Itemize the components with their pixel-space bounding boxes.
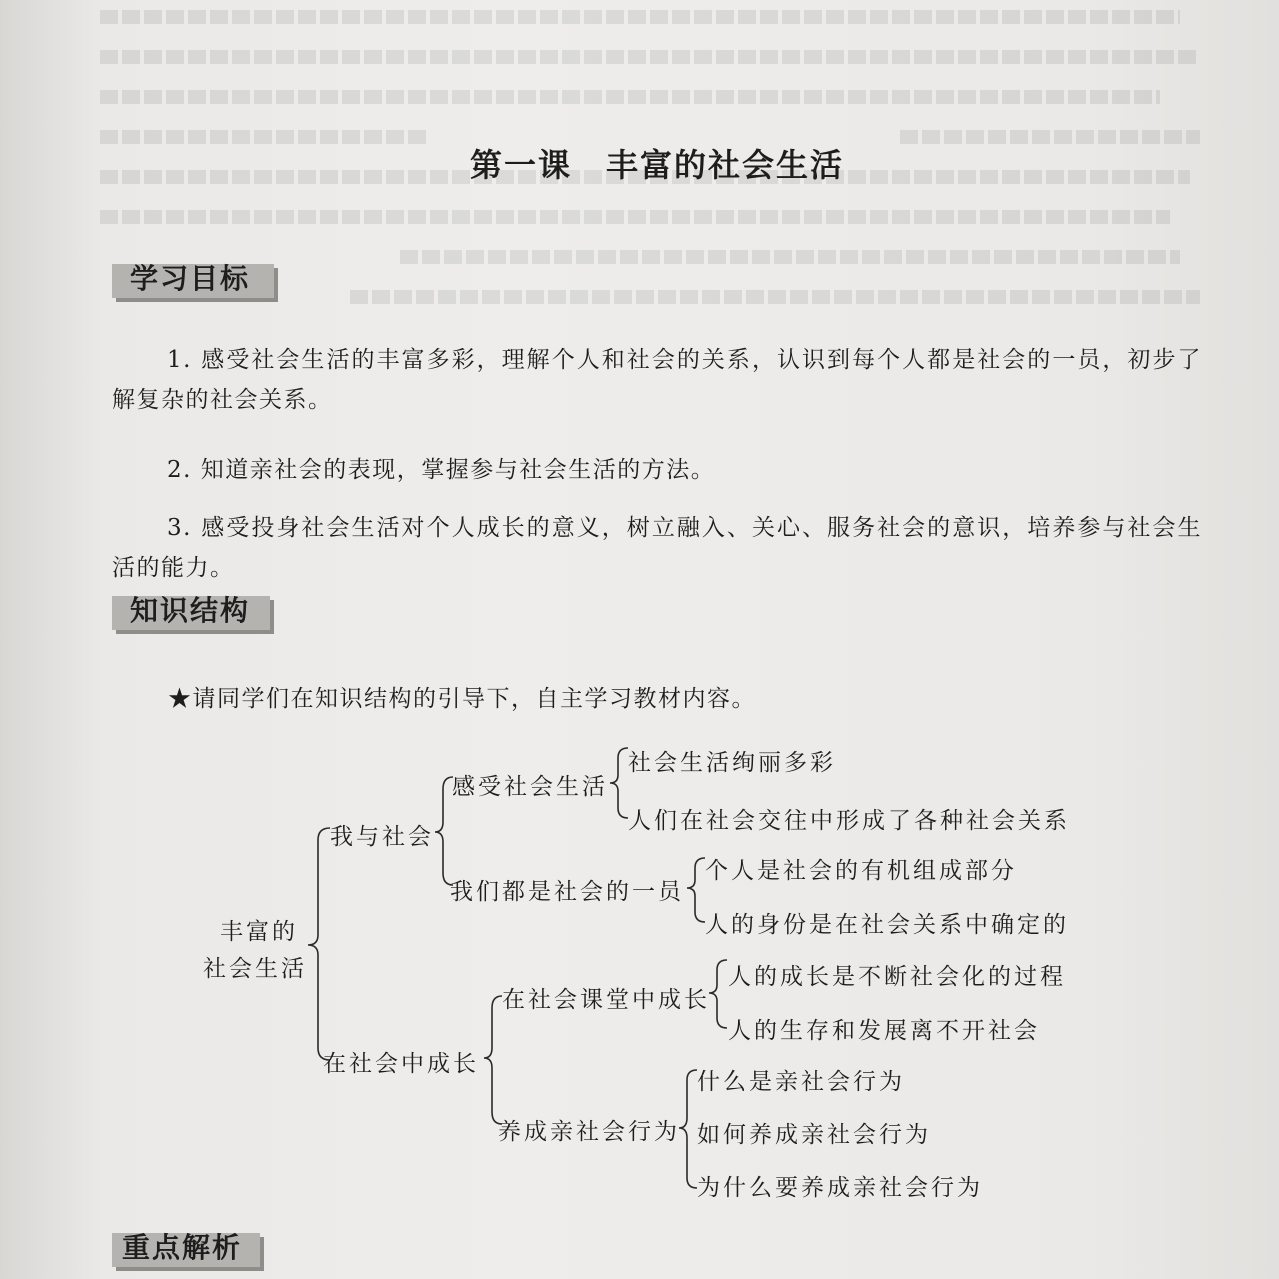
mind-map-node-wo-yu-shehui: 我与社会 (330, 824, 434, 850)
mind-map-leaf: 人的成长是不断社会化的过程 (728, 964, 1066, 990)
mind-map-node-qin-shehui: 养成亲社会行为 (498, 1119, 680, 1145)
mind-map-root-line2: 社会生活 (203, 956, 307, 982)
mind-map-root-line1: 丰富的 (220, 919, 298, 945)
mind-map-leaf: 人的生存和发展离不开社会 (728, 1018, 1040, 1044)
mind-map-leaf: 如何养成亲社会行为 (697, 1122, 931, 1148)
objective-3: 3. 感受投身社会生活对个人成长的意义，树立融入、关心、服务社会的意识，培养参与社会生活的能力。 (112, 515, 1202, 581)
objective-1: 1. 感受社会生活的丰富多彩，理解个人和社会的关系，认识到每个人都是社会的一员，初步了解复杂的社会关系。 (112, 347, 1202, 413)
section-heading-label: 重点解析 (122, 1231, 243, 1264)
mind-map-leaf: 为什么要养成亲社会行为 (697, 1175, 983, 1201)
section-heading-label: 知识结构 (130, 594, 251, 627)
mind-map-leaf: 人们在社会交往中形成了各种社会关系 (628, 808, 1070, 834)
instruction-text: ★请同学们在知识结构的引导下，自主学习教材内容。 (168, 686, 756, 712)
mind-map-leaf: 社会生活绚丽多彩 (628, 750, 836, 776)
mind-map-node-shehui-yiyuan: 我们都是社会的一员 (450, 879, 684, 905)
mind-map-node-ganshou: 感受社会生活 (452, 774, 608, 800)
mind-map-leaf: 人的身份是在社会关系中确定的 (705, 912, 1069, 938)
section-heading-key-points (112, 1225, 242, 1267)
lesson-title: 第一课 丰富的社会生活 (470, 146, 845, 184)
mind-map-node-ketang: 在社会课堂中成长 (502, 987, 710, 1013)
mind-map-node-zai-shehui-chengzhang: 在社会中成长 (323, 1051, 479, 1077)
section-heading-label: 学习目标 (130, 262, 251, 295)
mind-map-leaf: 什么是亲社会行为 (697, 1069, 905, 1095)
mind-map-leaf: 个人是社会的有机组成部分 (705, 858, 1017, 884)
objective-2: 2. 知道亲社会的表现，掌握参与社会生活的方法。 (167, 457, 716, 483)
